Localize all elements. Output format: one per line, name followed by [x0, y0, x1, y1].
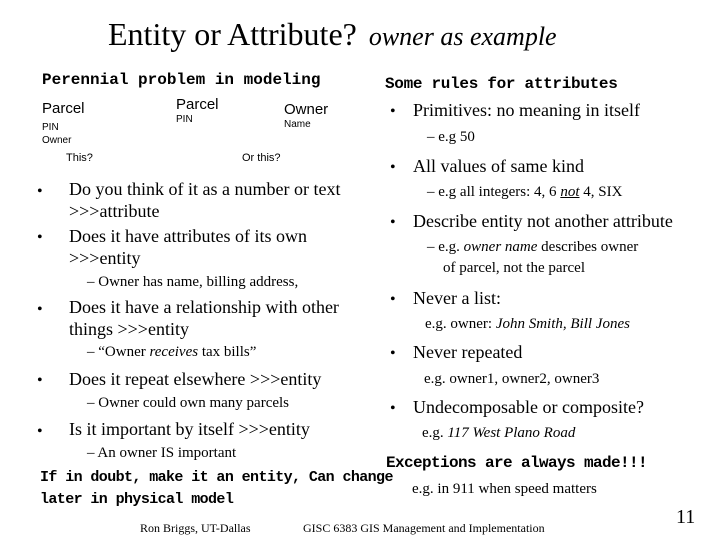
r3-sub-part-c: describes owner [537, 239, 639, 255]
right-rule-4: Never a list: [413, 288, 501, 308]
right-rule-3: Describe entity not another attribute [413, 211, 673, 231]
left-bullet-3-line-1: Does it have a relationship with other [69, 297, 339, 317]
bullet-dot: • [37, 372, 43, 389]
r3-sub-part-a: – e.g. [427, 239, 464, 255]
b3-sub-part-c: tax bills” [198, 344, 257, 360]
bullet-dot: • [390, 400, 396, 417]
right-rule-5-sub: e.g. owner1, owner2, owner3 [424, 371, 600, 387]
left-bullet-3-line-2: things >>>entity [69, 319, 189, 339]
diagram-left-table [40, 97, 152, 155]
title-sub: owner as example [368, 22, 557, 51]
left-table-attr-owner: Owner [42, 135, 72, 146]
r6-sub-part-a: e.g. [422, 425, 448, 441]
left-bullet-5: Is it important by itself >>>entity [69, 419, 310, 439]
diagram-mid-table [172, 93, 262, 141]
title-main: Entity or Attribute? [108, 16, 357, 52]
mid-table-name: Parcel [176, 96, 219, 113]
b3-sub-part-b: receives [149, 344, 199, 360]
right-heading: Some rules for attributes [385, 75, 618, 93]
r4-sub-part-a: e.g. owner: [425, 316, 496, 332]
left-bullet-4-sub: – Owner could own many parcels [87, 395, 290, 411]
bullet-dot: • [37, 301, 43, 318]
bullet-dot: • [390, 345, 396, 362]
r2-sub-part-a: – e.g all integers: 4, 6 [427, 184, 561, 200]
left-bullet-5-sub: – An owner IS important [87, 445, 237, 461]
left-note-line-1: If in doubt, make it an entity, Can change [40, 469, 393, 486]
diagram-caption-or-this: Or this? [242, 152, 281, 164]
bullet-dot: • [37, 229, 43, 246]
right-rule-3-sub-line-2: of parcel, not the parcel [443, 260, 586, 276]
left-bullet-2-line-1: Does it have attributes of its own [69, 226, 307, 246]
mid-table-attr-pin: PIN [176, 114, 193, 125]
right-rule-4-sub [425, 317, 630, 332]
right-table-name: Owner [284, 101, 329, 118]
left-heading: Perennial problem in modeling [42, 71, 321, 89]
bullet-dot: • [390, 291, 396, 308]
right-rule-6: Undecomposable or composite? [413, 397, 644, 417]
left-bullet-3-sub [87, 345, 256, 360]
r3-sub-part-b: owner name [463, 239, 538, 255]
bullet-dot: • [37, 183, 43, 200]
bullet-dot: • [390, 103, 396, 120]
b3-sub-part-a: – “Owner [87, 344, 150, 360]
diagram-caption-this: This? [66, 152, 93, 164]
right-rule-1: Primitives: no meaning in itself [413, 100, 640, 120]
exceptions-example: e.g. in 911 when speed matters [412, 481, 597, 497]
left-bullet-2-line-2: >>>entity [69, 248, 141, 268]
bullet-dot: • [390, 159, 396, 176]
r2-sub-part-c: 4, SIX [579, 184, 623, 200]
r4-sub-part-b: John Smith, Bill Jones [495, 316, 630, 332]
right-rule-6-sub [422, 426, 575, 441]
slide-title [108, 18, 557, 50]
r2-sub-part-b: not [560, 184, 580, 200]
left-table-name: Parcel [42, 100, 85, 117]
footer-author: Ron Briggs, UT-Dallas [140, 521, 251, 535]
footer-course: GISC 6383 GIS Management and Implementation [303, 521, 545, 535]
left-bullet-1-line-1: Do you think of it as a number or text [69, 179, 341, 199]
left-note-line-2: later in physical model [40, 491, 234, 508]
right-rule-2-sub [427, 185, 622, 200]
left-bullet-4: Does it repeat elsewhere >>>entity [69, 369, 322, 389]
left-bullet-2-sub: – Owner has name, billing address, [87, 274, 299, 290]
page-number: 11 [676, 506, 696, 528]
left-bullet-1-line-2: >>>attribute [69, 201, 160, 221]
left-table-attr-pin: PIN [42, 122, 59, 133]
right-rule-3-sub [427, 240, 638, 255]
bullet-dot: • [390, 214, 396, 231]
exceptions-heading: Exceptions are always made!!! [386, 454, 648, 472]
right-rule-5: Never repeated [413, 342, 523, 362]
right-rule-1-sub: – e.g 50 [427, 129, 475, 145]
bullet-dot: • [37, 423, 43, 440]
r6-sub-part-b: 117 West Plano Road [447, 425, 576, 441]
right-table-attr-name: Name [284, 119, 311, 130]
diagram-right-table [280, 98, 360, 146]
right-rule-2: All values of same kind [413, 156, 584, 176]
